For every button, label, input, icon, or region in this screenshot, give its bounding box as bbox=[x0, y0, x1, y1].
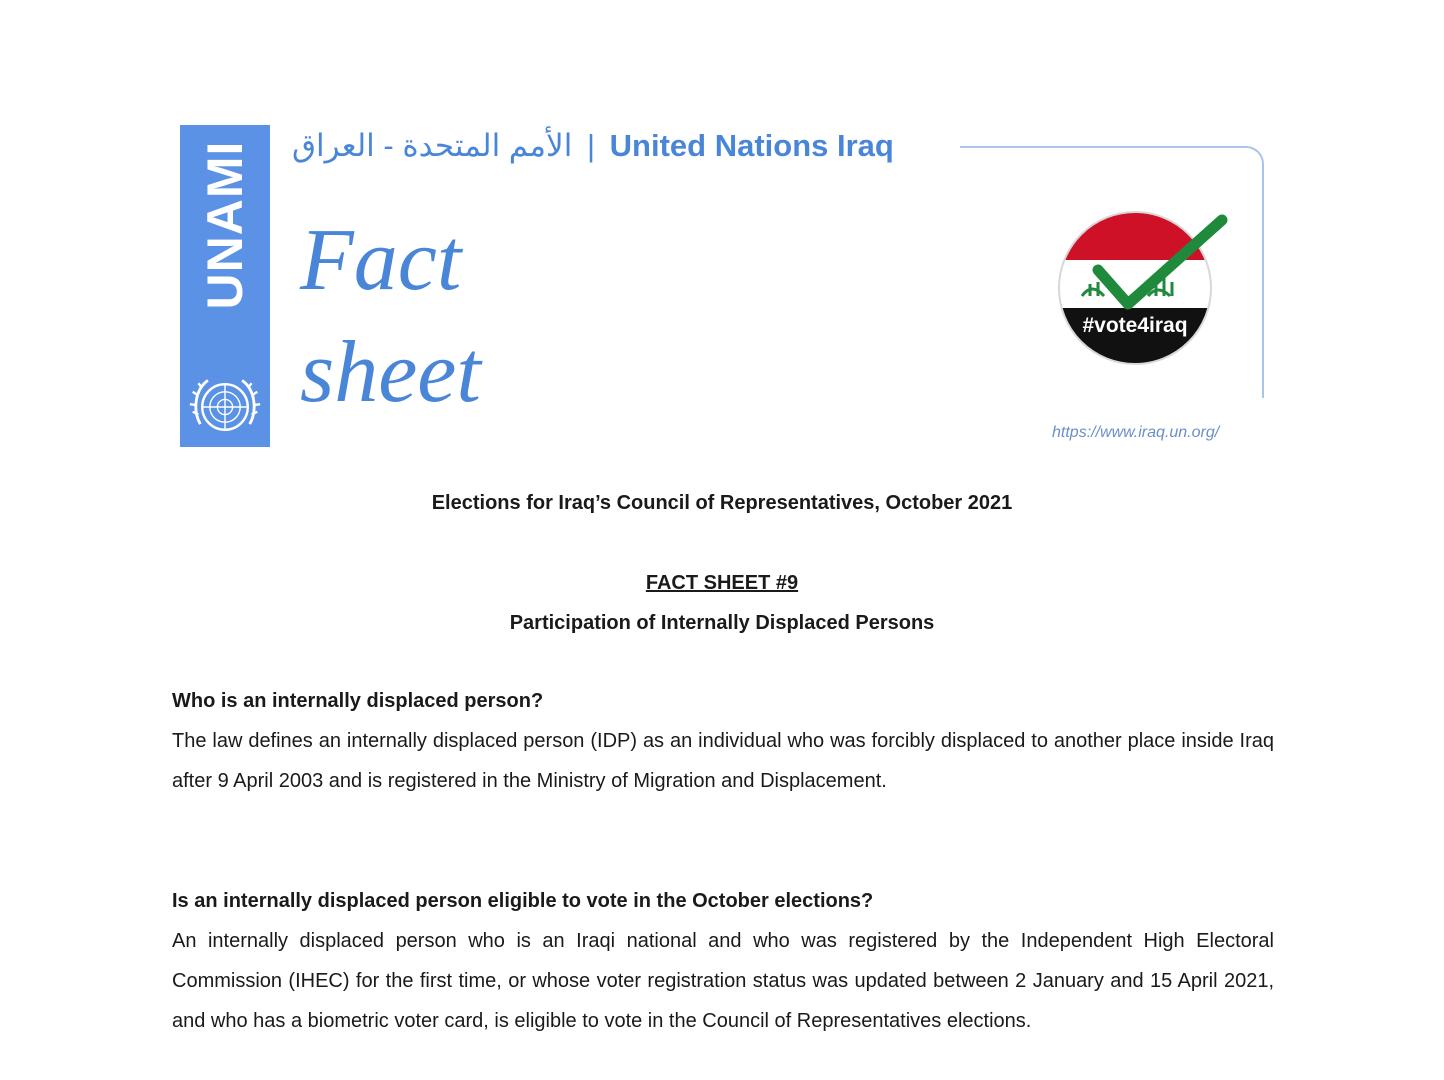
document-title: Elections for Iraq’s Council of Representatives, October 2021 bbox=[431, 492, 1013, 514]
unami-logo-bar bbox=[180, 125, 270, 447]
brand-separator: | bbox=[586, 128, 596, 163]
section-question: Who is an internally displaced person? bbox=[172, 690, 544, 712]
arabic-org-name: الأمم المتحدة - العراق bbox=[292, 128, 573, 163]
un-emblem-icon bbox=[187, 369, 263, 445]
section-question: Is an internally displaced person eligible to vote in the October elections? bbox=[172, 890, 874, 912]
english-org-name: United Nations Iraq bbox=[609, 128, 894, 163]
fact-sheet-subtitle: Participation of Internally Displaced Persons bbox=[509, 612, 935, 634]
section-idp-eligibility bbox=[172, 881, 1274, 1041]
title-line-fact: Fact bbox=[300, 212, 462, 309]
vote-hashtag: #vote4iraq bbox=[1082, 314, 1188, 337]
title-line-sheet: sheet bbox=[300, 324, 481, 421]
un-iraq-brand-line bbox=[292, 128, 894, 164]
section-answer: An internally displaced person who is an Iraqi national and who was registered by the Independent High Electoral Commission (IHEC) for the first time, or whose voter registration status was updated between 2 January and 15 April 2021, and who has a biometric voter card, is eligible to vote in the Council of Representatives elections. bbox=[172, 930, 1274, 1032]
fact-sheet-header bbox=[0, 0, 1444, 470]
vote4iraq-logo bbox=[1040, 200, 1240, 380]
fact-sheet-title bbox=[300, 205, 481, 429]
unami-logo-text: UNAMI bbox=[197, 140, 253, 310]
fact-sheet-number: FACT SHEET #9 bbox=[645, 572, 799, 594]
section-idp-definition bbox=[172, 681, 1274, 801]
website-url: https://www.iraq.un.org/ bbox=[1052, 424, 1220, 441]
section-answer: The law defines an internally displaced person (IDP) as an individual who was forcibly displaced to another place inside Iraq after 9 April 2003 and is registered in the Ministry of Migration and Displacement. bbox=[172, 730, 1274, 792]
